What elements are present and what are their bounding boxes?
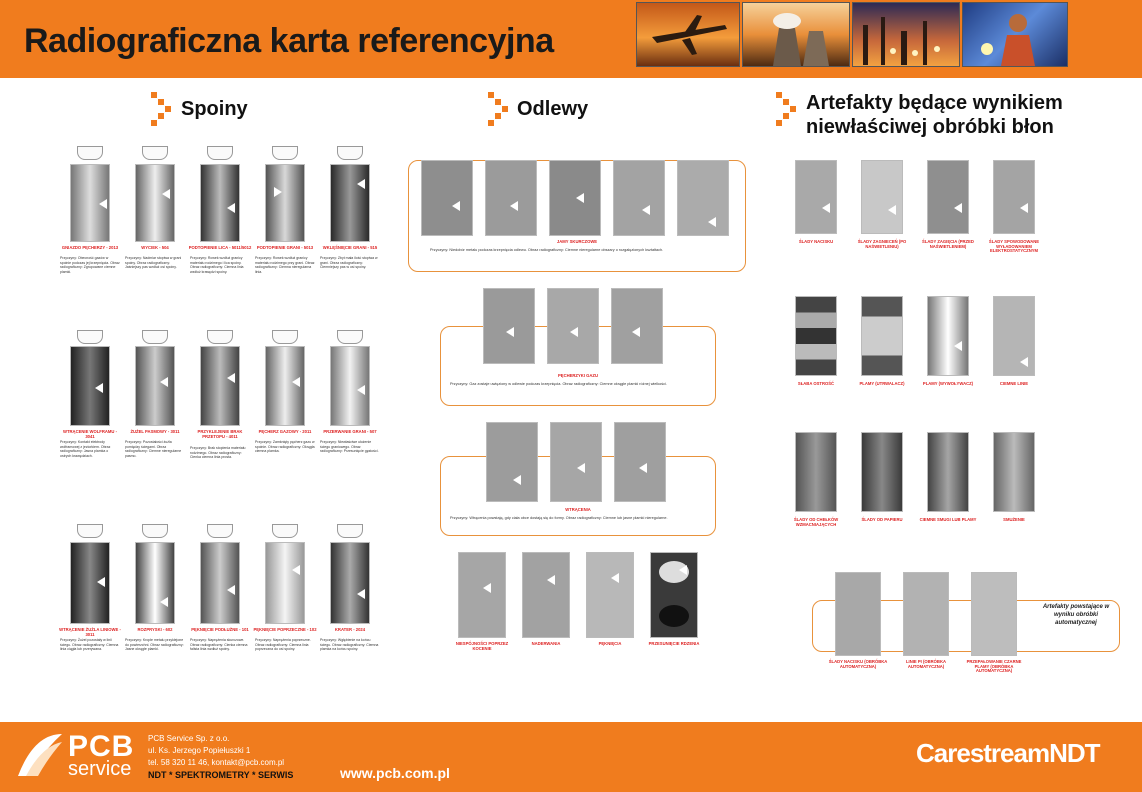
arrow-marker-icon [570,327,578,337]
radiograph-image [613,160,665,236]
artifact-cell [984,432,1044,552]
casting-cell [454,552,510,662]
arrow-marker-icon [1020,203,1028,213]
weld-cell [253,146,317,326]
radiograph-image [650,552,698,638]
radiograph-image [549,160,601,236]
radiograph-image [586,552,634,638]
artifact-cell [918,432,978,552]
radiograph-image [903,572,949,656]
weld-sketch-icon [77,524,103,538]
arrow-marker-icon [99,199,107,209]
defect-caption: KRATER - 2024 [334,627,366,632]
defect-caption: PLAMY (UTRWALACZ) [859,381,905,386]
defect-caption: CIEMNE LINIE [999,381,1029,386]
weld-cell [58,146,122,326]
radiograph-image [835,572,881,656]
arrow-marker-icon [162,189,170,199]
arrow-marker-icon [97,577,105,587]
weld-sketch-icon [77,330,103,344]
radiograph-image [993,296,1035,376]
defect-caption: PĘKNIĘCIE POPRZECZNE - 102 [253,627,317,632]
radiograph-image [70,542,110,624]
arrow-marker-icon [576,193,584,203]
defect-caption: WKLĘŚNIĘCIE GRANI - 515 [322,245,378,250]
weld-cell [318,330,382,510]
artifact-cell [852,432,912,552]
artifact-cell [894,572,958,692]
radiograph-image [135,542,175,624]
arrow-marker-icon [708,217,716,227]
defect-caption: GNIAZDO PĘCHERZY - 2013 [61,245,119,250]
defect-description: Przyczyny: Żużel pozostały w linii ściegu. Obraz radiograficzny: Ciemna linia ciągła lub przerywana. [60,638,119,652]
defect-caption: PĘCHERZYKI GAZU [557,373,599,378]
arrow-marker-icon [227,585,235,595]
artifact-cell [984,296,1044,416]
arrow-marker-icon [506,327,514,337]
weld-sketch-icon [337,524,363,538]
defect-caption: WTRĄCENIE WOLFRAMU - 3041 [63,429,117,439]
radiograph-image [550,422,602,502]
defect-description: Przyczyny: Niedobór metalu podczas krzepnięcia odlewu. Obraz radiograficzny: Ciemne nieregularne obszary o rozgałęzionych kształtach. [430,248,664,252]
arrow-marker-icon [954,203,962,213]
company-contact: tel. 58 320 11 46, kontakt@pcb.com.pl [148,758,285,767]
defect-caption: ŚLADY NACISKU [798,239,834,244]
defect-caption: WTRĄCENIE ŻUŻLA LINIOWE - 3011 [59,627,121,637]
arrow-marker-icon [292,377,300,387]
defect-caption: PĘCHERZ GAZOWY - 2011 [258,429,312,434]
pcb-logo-icon [14,730,66,780]
arrow-marker-icon [357,179,365,189]
logo-pcb-text: PCB [68,730,135,763]
weld-cell [58,330,122,510]
radiograph-image [795,296,837,376]
radiograph-image [522,552,570,638]
casting-cell [518,552,574,662]
artifact-cell [962,572,1026,692]
radiograph-image [330,346,370,426]
defect-description: Przyczyny: Gaz zostaje uwięziony w odlewie podczas krzepnięcia. Obraz radiograficzny: Ciemne okrągłe plamki różnej wielkości. [450,382,667,386]
defect-description: Przyczyny: Zbyt mała ilość stopiwa w grani. Obraz radiograficzny: Ciemniejszy pas w osi spoiny. [320,256,378,270]
radiograph-image [458,552,506,638]
radiograph-image [861,160,903,234]
defect-caption: ŚLADY SPOWODOWANE WYŁADOWANIEM ELEKTROSTATYCZNYM [988,239,1040,254]
defect-caption: PĘKNIĘCIE PODŁUŻNE - 101 [191,627,249,632]
arrow-marker-icon [227,373,235,383]
arrow-marker-icon [160,597,168,607]
defect-caption: ROZPRYSKI - 602 [137,627,173,632]
radiograph-image [70,346,110,426]
weld-sketch-icon [77,146,103,160]
arrow-marker-icon [483,583,491,593]
defect-caption: PRZESUNIĘCIE RDZENIA [648,641,700,646]
radiograph-image [485,160,537,236]
company-tagline: NDT * SPEKTROMETRY * SERWIS [148,770,294,780]
radiograph-image [993,432,1035,512]
defect-caption: ŻUŻEL PASMOWY - 3011 [130,429,180,434]
weld-cell [123,146,187,326]
radiograph-image [265,346,305,426]
arrow-marker-icon [679,565,687,575]
defect-description: Przyczyny: Niewłaściwe ułożenie ściegu graniowego. Obraz radiograficzny: Przesunięcie gęstości. [320,440,379,454]
radiograph-image [70,164,110,242]
defect-description: Przyczyny: Naprężenia skurczowe. Obraz radiograficzny: Cienka ciemna falista linia wzdłuż spoiny. [190,638,248,652]
defect-description: Przyczyny: Pozostałości żużla pomiędzy ściegami. Obraz radiograficzny: Ciemne nieregularne pasmo. [125,440,182,458]
photo-power-plant [742,2,850,67]
weld-sketch-icon [142,524,168,538]
arrow-marker-icon [274,187,282,197]
defect-caption: ŚLADY NACISKU (OBRÓBKA AUTOMATYCZNA) [828,659,888,669]
defect-caption: NIESPÓJNOŚCI POPRZEZ KOCENIE [455,641,509,651]
radiograph-image [611,288,663,364]
weld-cell [318,146,382,326]
radiograph-image [265,542,305,624]
arrow-marker-icon [292,565,300,575]
arrow-marker-icon [547,575,555,585]
radiograph-image [861,296,903,376]
casting-cell [646,552,702,662]
radiograph-image [614,422,666,502]
arrow-marker-icon [639,463,647,473]
company-name: PCB Service Sp. z o.o. [148,734,230,743]
casting-cell [582,552,638,662]
arrow-marker-icon [632,327,640,337]
weld-sketch-icon [337,330,363,344]
defect-description: Przyczyny: Kontakt elektrody wolframowej z jeziorkiem. Obraz radiograficzny: Jasna plamka o ostrych krawędziach. [60,440,111,458]
radiograph-image [265,164,305,242]
section-title-artifacts-line2: niewłaściwej obróbki błon [806,116,1054,138]
weld-sketch-icon [207,146,233,160]
radiograph-image [330,542,370,624]
radiograph-image [135,346,175,426]
weld-cell [123,524,187,704]
radiograph-image [993,160,1035,234]
arrow-marker-icon [160,377,168,387]
arrow-marker-icon [227,203,235,213]
defect-caption: SMUŻENIE [1003,517,1025,522]
weld-sketch-icon [272,524,298,538]
defect-caption: PĘKNIĘCIA [598,641,622,646]
weld-sketch-icon [207,524,233,538]
arrow-marker-icon [357,385,365,395]
photo-welder [962,2,1068,67]
artifact-cell [918,160,978,280]
section-title-welds: Spoiny [181,98,248,120]
radiograph-image [795,160,837,234]
chevron-icon-artifacts [776,92,802,130]
weld-cell [188,146,252,326]
arrow-marker-icon [888,205,896,215]
radiograph-image [200,164,240,242]
radiograph-image [421,160,473,236]
weld-sketch-icon [272,330,298,344]
logo-service-text: service [68,758,132,780]
radiograph-image [200,542,240,624]
arrow-marker-icon [577,463,585,473]
defect-description: Przyczyny: Brak stopienia materiału rodzimego. Obraz radiograficzny: Cienka ciemna linia prosta. [190,446,246,460]
defect-caption: PLAMY (WYWOŁYWACZ) [922,381,974,386]
weld-cell [253,330,317,510]
arrow-marker-icon [822,203,830,213]
radiograph-image [483,288,535,364]
chevron-icon-welds [151,92,177,130]
page-title: Radiograficzna karta referencyjna [24,22,554,60]
defect-description: Przyczyny: Wgłębienie na końcu ściegu. Obraz radiograficzny: Ciemna plamka na końcu spoiny. [320,638,379,652]
artifact-cell [826,572,890,692]
radiograph-image [486,422,538,502]
weld-sketch-icon [142,330,168,344]
defect-caption: ŚLADY OD CHEŁKÓW WZMACNIAJĄCYCH [793,517,839,527]
arrow-marker-icon [510,201,518,211]
radiograph-image [927,432,969,512]
weld-cell [318,524,382,704]
defect-caption: LINIE PI (OBRÓBKA AUTOMATYCZNA) [905,659,946,669]
defect-description: Przyczyny: Krople metalu przyklejone do powierzchni. Obraz radiograficzny: Jasne okrągłe plamki. [125,638,184,652]
weld-sketch-icon [207,330,233,344]
radiograph-image [547,288,599,364]
radiograph-image [330,164,370,242]
radiograph-image [927,296,969,376]
arrow-marker-icon [954,341,962,351]
defect-description: Przyczyny: Rowek wzdłuż granicy materiału rodzimego przy grani. Obraz radiograficzny: Ciemna nieregularna linia. [255,256,315,274]
radiograph-image [927,160,969,234]
weld-cell [188,524,252,704]
defect-caption: JAMY SKURCZOWE [556,239,598,244]
weld-sketch-icon [337,146,363,160]
artifact-cell [786,160,846,280]
defect-description: Przyczyny: Naprężenia poprzeczne. Obraz radiograficzny: Ciemna linia poprzeczna do osi spoiny. [255,638,311,652]
defect-description: Przyczyny: Obecność gazów w spoinie podczas jej krzepnięcia. Obraz radiograficzny: Zgrupowane ciemne plamki. [60,256,120,274]
defect-caption: PRZYKLEJENIE BRAK PRZETOPU - 4011 [197,429,243,439]
arrow-marker-icon [513,475,521,485]
weld-sketch-icon [142,146,168,160]
section-title-castings: Odlewy [517,98,589,120]
website-link[interactable]: www.pcb.com.pl [340,765,450,781]
defect-caption: WTRĄCENIA [565,507,591,512]
carestream-logo-text: CarestreamNDT [916,738,1100,768]
defect-description: Przyczyny: Rowek wzdłuż granicy materiału rodzimego i lica spoiny. Obraz radiograficzny: Ciemna linia wzdłuż krawędzi spoiny. [190,256,244,274]
defect-caption: NADERWANIA [531,641,561,646]
section-title-artifacts-line1: Artefakty będące wynikiem [806,92,1063,114]
artifact-cell [786,432,846,552]
radiograph-image [795,432,837,512]
weld-cell [188,330,252,510]
company-street: ul. Ks. Jerzego Popiełuszki 1 [148,746,251,755]
photo-airplane [636,2,740,67]
defect-caption: ŚLADY ZAGIĘCIA (PRZED NAŚWIETLENIEM) [922,239,974,249]
auto-processing-note: Artefakty powstające w wyniku obróbki automatycznej [1042,604,1110,626]
photo-refinery [852,2,960,67]
defect-caption: WYCIEK - 504 [141,245,169,250]
radiograph-image [135,164,175,242]
defect-description: Przyczyny: Wtrącenia powstają, gdy ciała obce dostają się do formy. Obraz radiograficzny: Ciemne lub jasne plamki nieregularne. [450,516,668,520]
arrow-marker-icon [357,589,365,599]
defect-caption: ŚLADY ZAGNIECEŃ (PO NAŚWIETLENIU) [857,239,907,249]
radiograph-image [677,160,729,236]
defect-caption: PRZERWANIE GRANI - 507 [323,429,377,434]
defect-caption: CIEMNE SMUGI LUB PLAMY [919,517,977,522]
weld-cell [58,524,122,704]
chevron-icon-castings [488,92,514,130]
artifact-cell [984,160,1044,280]
artifact-cell [852,160,912,280]
defect-description: Przyczyny: Zamknięty pęcherz gazu w spoinie. Obraz radiograficzny: Okrągła ciemna plamka. [255,440,315,454]
defect-caption: PODTOPIENIE LICA - 5011/5012 [188,245,252,250]
radiograph-image [200,346,240,426]
weld-sketch-icon [272,146,298,160]
arrow-marker-icon [95,383,103,393]
weld-cell [123,330,187,510]
arrow-marker-icon [611,573,619,583]
artifact-cell [852,296,912,416]
artifact-cell [786,296,846,416]
weld-cell [253,524,317,704]
arrow-marker-icon [642,205,650,215]
defect-description: Przyczyny: Nadmiar stopiwa w grani spoiny. Obraz radiograficzny: Jaśniejszy pas wzdłuż osi spoiny. [125,256,182,270]
arrow-marker-icon [1020,357,1028,367]
defect-caption: PRZEPAŁOWANIE CZARNE PLAMY (OBRÓBKA AUTOMATYCZNA) [966,659,1022,674]
defect-caption: ŚLADY OD PAPIERU [861,517,903,522]
radiograph-image [971,572,1017,656]
arrow-marker-icon [452,201,460,211]
artifact-cell [918,296,978,416]
radiograph-image [861,432,903,512]
defect-caption: PODTOPIENIE GRANI - 5013 [256,245,314,250]
defect-caption: SŁABA OSTROŚĆ [797,381,835,386]
